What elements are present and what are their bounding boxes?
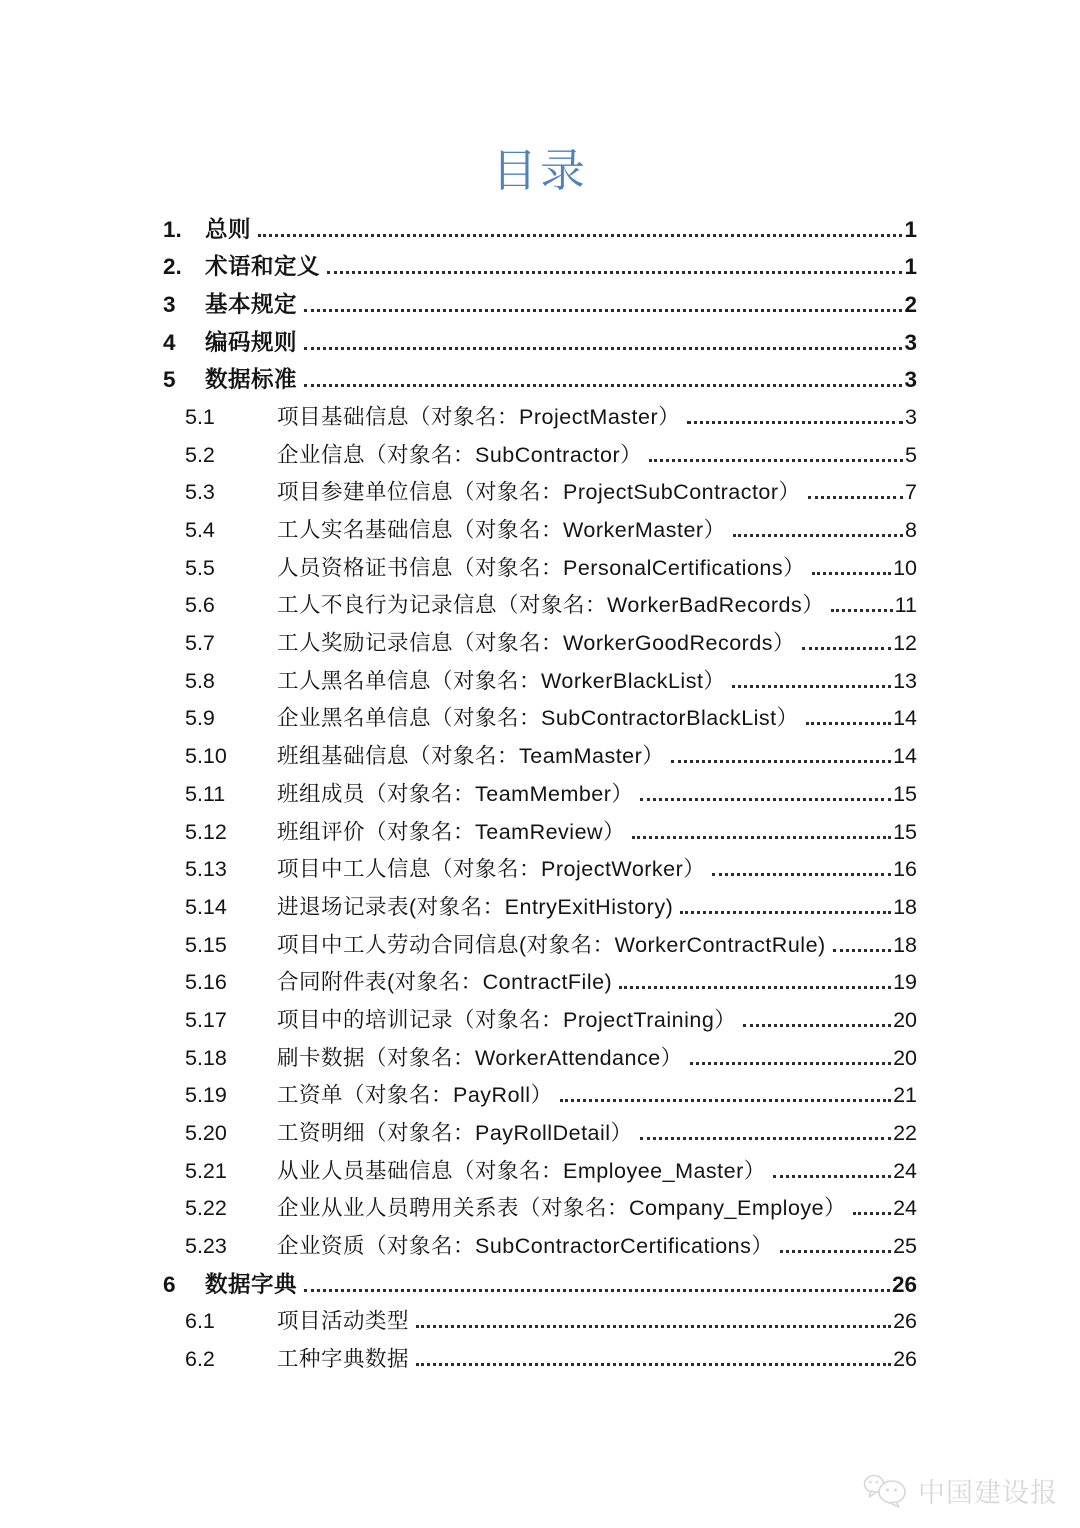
entry-label: 企业资质（对象名：SubContractorCertifications） [277,1234,774,1259]
entry-label: 工人实名基础信息（对象名：WorkerMaster） [277,518,726,542]
entry-page: 15 [893,781,917,806]
entry-page: 14 [893,706,917,731]
dot-leader [802,644,891,650]
entry-page: 10 [893,555,917,580]
entry-page: 26 [891,1271,917,1297]
watermark-brand: 中国建设报 [918,1478,1058,1508]
toc-entry [160,1041,917,1079]
dot-leader [831,606,892,612]
entry-label: 工人奖励记录信息（对象名：WorkerGoodRecords） [277,631,796,656]
dot-leader [327,268,902,274]
toc-entry [160,249,917,287]
entry-number: 5.8 [185,668,215,693]
dot-leader [416,1360,891,1366]
entry-page: 24 [893,1158,917,1183]
entry-number: 5.17 [185,1007,227,1032]
entry-number: 5.18 [185,1045,227,1070]
toc-entry [160,852,917,890]
dot-leader [812,569,891,575]
entry-page: 18 [893,894,917,919]
toc-entry [160,777,917,815]
entry-page: 26 [893,1347,917,1372]
entry-label: 项目活动类型 [277,1309,410,1334]
dot-leader [690,1059,891,1065]
dot-leader [304,381,902,387]
entry-number: 3 [163,291,176,317]
toc-entry [160,626,917,664]
entry-label: 工种字典数据 [277,1347,410,1372]
dot-leader [304,344,902,350]
toc-entry [160,551,917,589]
entry-label: 进退场记录表(对象名：EntryExitHistory) [277,894,674,919]
entry-number: 5.22 [185,1196,227,1221]
toc-entry [160,212,917,250]
toc-entry [160,965,917,1003]
entry-number: 5.11 [185,781,226,806]
entry-page: 3 [904,329,917,355]
page-title: 目录 [491,145,588,196]
entry-number: 5 [163,367,176,393]
entry-label: 术语和定义 [205,254,321,280]
dot-leader [304,306,902,312]
dot-leader [640,1134,892,1140]
entry-number: 5.4 [185,518,215,542]
entry-page: 21 [893,1083,917,1108]
entry-number: 5.1 [185,404,215,429]
entry-page: 24 [893,1196,917,1221]
toc-entry [160,890,917,928]
entry-label: 合同附件表(对象名：ContractFile) [277,970,613,995]
entry-page: 7 [905,480,917,505]
entry-page: 14 [893,744,917,769]
toc-entry [160,513,917,551]
entry-label: 班组评价（对象名：TeamReview） [277,819,626,844]
entry-page: 20 [893,1007,917,1032]
dot-leader [304,1286,890,1292]
entry-label: 工人不良行为记录信息（对象名：WorkerBadRecords） [277,593,825,618]
entry-label: 工资单（对象名：PayRoll） [277,1083,553,1108]
entry-page: 3 [905,404,917,429]
entry-number: 6 [163,1271,176,1297]
entry-label: 基本规定 [205,291,298,317]
dot-leader [640,795,891,801]
entry-number: 5.2 [185,442,215,467]
toc-entry [160,1078,917,1116]
entry-page: 20 [893,1045,917,1070]
entry-number: 5.20 [185,1121,227,1145]
entry-number: 5.7 [185,631,215,656]
entry-page: 1 [904,254,917,280]
dot-leader [806,719,891,725]
entry-page: 5 [905,442,917,467]
entry-number: 5.21 [185,1158,227,1183]
entry-number: 5.13 [185,857,227,882]
toc-entry [160,815,917,853]
entry-label: 编码规则 [205,329,298,355]
dot-leader [833,946,891,952]
entry-page: 16 [893,857,917,882]
entry-number: 5.14 [185,894,227,919]
toc-entry [160,1003,917,1041]
toc-entry [160,588,917,626]
dot-leader [780,1247,891,1253]
entry-page: 22 [893,1121,917,1145]
entry-number: 6.2 [185,1347,215,1372]
toc-entry [160,1116,917,1154]
toc-entry [160,1154,917,1192]
entry-page: 18 [893,932,917,957]
entry-page: 2 [904,291,917,317]
entry-label: 项目中的培训记录（对象名：ProjectTraining） [277,1007,737,1032]
entry-number: 4 [163,329,176,355]
entry-label: 从业人员基础信息（对象名：Employee_Master） [277,1158,766,1183]
dot-leader [853,1209,891,1215]
entry-number: 5.23 [185,1234,227,1259]
toc-entry [160,475,917,513]
dot-leader [671,757,891,763]
entry-page: 11 [894,593,917,618]
entry-number: 6.1 [185,1309,215,1334]
toc-entry [160,1229,917,1267]
toc-entry [160,1342,917,1380]
entry-number: 5.5 [185,555,215,580]
entry-page: 15 [893,819,917,844]
entry-label: 工人黑名单信息（对象名：WorkerBlackList） [277,668,726,693]
entry-page: 12 [893,631,917,656]
entry-label: 企业从业人员聘用关系表（对象名：Company_Employe） [277,1196,847,1221]
entry-number: 1. [163,216,182,242]
toc-entry [160,362,917,400]
wechat-icon [863,1473,909,1509]
entry-label: 总则 [205,216,252,242]
dot-leader [687,418,903,424]
dot-leader [680,908,891,914]
toc-entry [160,400,917,438]
entry-page: 26 [893,1309,917,1334]
dot-leader [808,493,903,499]
entry-page: 25 [893,1234,917,1259]
dot-leader [732,682,891,688]
entry-number: 2. [163,254,182,280]
entry-number: 5.6 [185,593,215,618]
toc-entry [160,287,917,325]
dot-leader [560,1096,891,1102]
entry-label: 班组成员（对象名：TeamMember） [277,781,634,806]
dot-leader [632,833,891,839]
dot-leader [733,531,903,537]
entry-label: 企业黑名单信息（对象名：SubContractorBlackList） [277,706,799,731]
entry-label: 企业信息（对象名：SubContractor） [277,442,643,467]
toc-entry [160,438,917,476]
entry-label: 刷卡数据（对象名：WorkerAttendance） [277,1045,683,1070]
toc-entry [160,1191,917,1229]
entry-label: 项目基础信息（对象名：ProjectMaster） [277,404,681,429]
dot-leader [712,870,891,876]
toc-entry [160,325,917,363]
entry-number: 5.19 [185,1083,227,1108]
toc-list [160,212,917,1380]
dot-leader [743,1021,891,1027]
toc-entry [160,739,917,777]
entry-label: 班组基础信息（对象名：TeamMaster） [277,744,665,769]
dot-leader [619,983,891,989]
entry-page: 19 [893,970,917,995]
toc-entry [160,1304,917,1342]
entry-label: 项目中工人信息（对象名：ProjectWorker） [277,857,706,882]
dot-leader [416,1322,891,1328]
dot-leader [773,1172,891,1178]
entry-number: 5.3 [185,480,215,505]
entry-label: 项目中工人劳动合同信息(对象名：WorkerContractRule) [277,932,826,957]
entry-number: 5.12 [185,819,227,844]
dot-leader [649,456,903,462]
entry-number: 5.10 [185,744,227,769]
dot-leader [258,231,902,237]
toc-entry [160,1267,917,1305]
entry-label: 项目参建单位信息（对象名：ProjectSubContractor） [277,480,801,505]
entry-number: 5.15 [185,932,227,957]
entry-page: 8 [905,518,917,542]
entry-page: 1 [904,216,917,242]
entry-number: 5.16 [185,970,227,995]
entry-label: 数据标准 [205,367,298,393]
entry-label: 数据字典 [205,1271,298,1297]
entry-page: 3 [904,367,917,393]
toc-entry [160,664,917,702]
entry-label: 人员资格证书信息（对象名：PersonalCertifications） [277,555,806,580]
entry-number: 5.9 [185,706,215,731]
entry-page: 13 [893,668,917,693]
toc-entry [160,928,917,966]
watermark [863,1471,1058,1510]
toc-entry [160,701,917,739]
entry-label: 工资明细（对象名：PayRollDetail） [277,1121,633,1145]
